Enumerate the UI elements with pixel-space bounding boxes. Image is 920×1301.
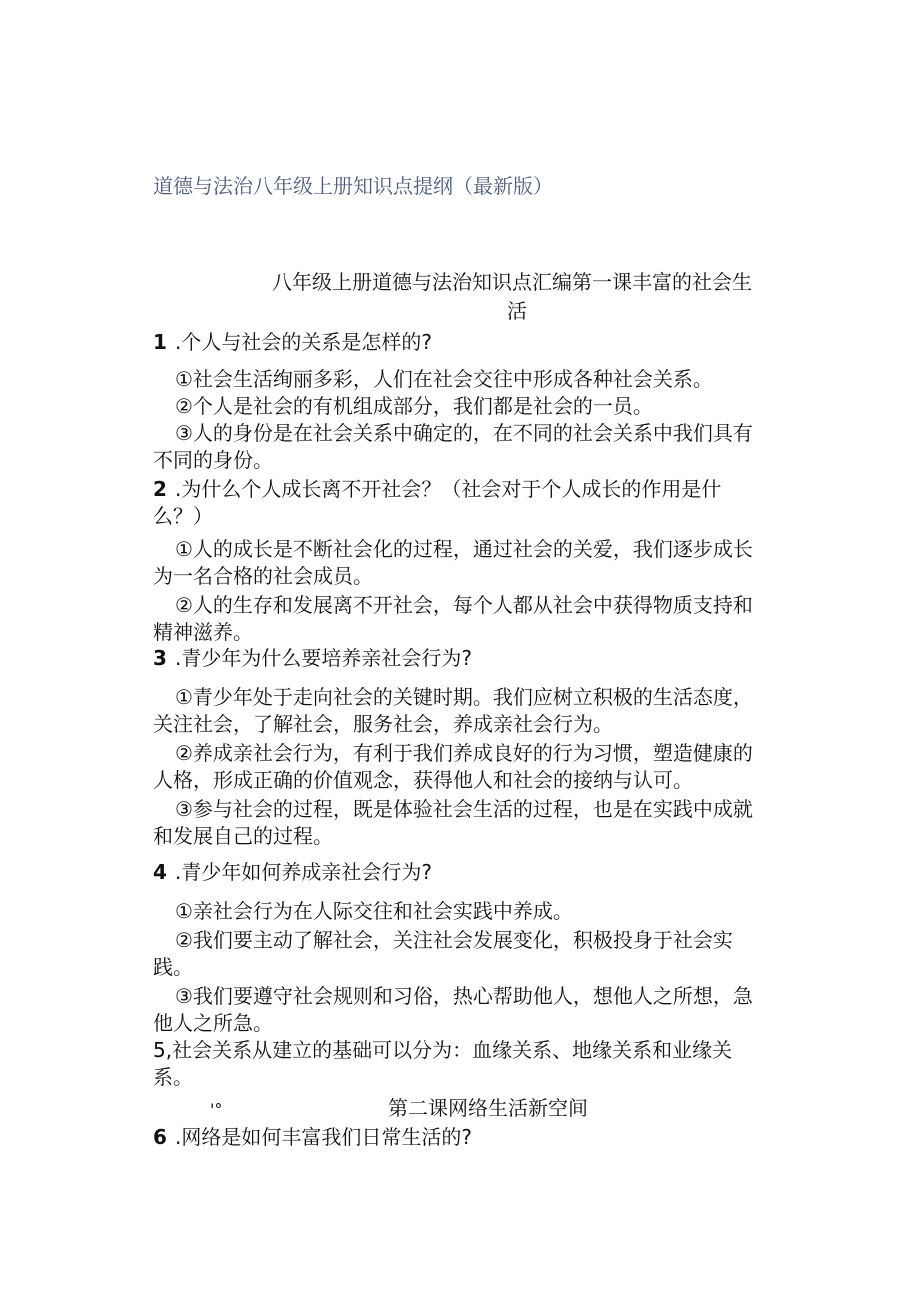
answer-1-1: ①社会生活绚丽多彩，人们在社会交往中形成各种社会关系。: [175, 367, 713, 391]
question-3: [153, 645, 765, 672]
item-6: [153, 1124, 765, 1151]
question-1: [153, 329, 765, 356]
question-text: .个人与社会的关系是怎样的?: [175, 330, 432, 354]
item-5: [153, 1037, 765, 1091]
answer-2-2: ②人的生存和发展离不开社会，每个人都从社会中获得物质支持和精神滋养。: [153, 593, 753, 644]
item-5-text: 社会关系从建立的基础可以分为：血缘关系、地缘关系和业缘关系。: [153, 1038, 733, 1089]
answer-3-2: ②养成亲社会行为，有利于我们养成良好的行为习惯，塑造健康的人格，形成正确的价值观念，获得他人和社会的接纳与认可。: [153, 741, 753, 792]
section-3: [153, 645, 765, 850]
question-number: 2: [153, 477, 167, 501]
lesson-2-heading: [210, 1092, 770, 1121]
question-6: [153, 1124, 765, 1151]
answer-3-1: ①青少年处于走向社会的关键时期。我们应树立积极的生活态度，关注社会，了解社会，服务社会，养成亲社会行为。: [153, 685, 753, 736]
lesson-heading: [272, 268, 762, 326]
section-2: [153, 476, 765, 646]
answer-3-3: ③参与社会的过程，既是体验社会生活的过程，也是在实践中成就和发展自己的过程。: [153, 797, 753, 848]
section-1: [153, 329, 765, 474]
question-2: [153, 476, 765, 530]
answer-2-1: ①人的成长是不断社会化的过程，通过社会的关爱，我们逐步成长为一名合格的社会成员。: [153, 537, 753, 588]
question-text: .青少年如何养成亲社会行为?: [175, 860, 432, 884]
question-text: .网络是如何丰富我们日常生活的?: [175, 1125, 472, 1149]
question-number: 4: [153, 860, 167, 884]
section-4: [153, 859, 765, 1037]
answer-4-2: ②我们要主动了解社会，关注社会发展变化，积极投身于社会实践。: [153, 928, 733, 979]
lesson-heading-line2: 活: [507, 299, 527, 323]
document-title: 道德与法治八年级上册知识点提纲（最新版）: [153, 174, 553, 198]
question-number: 3: [153, 646, 167, 670]
question-number: 1: [153, 330, 167, 354]
question-4: [153, 859, 765, 886]
question-text: .为什么个人成长离不开社会？（社会对于个人成长的作用是什么？）: [153, 477, 722, 528]
answer-1-3: ③人的身份是在社会关系中确定的，在不同的社会关系中我们具有不同的身份。: [153, 421, 753, 472]
question-number: 6: [153, 1125, 167, 1149]
lesson-heading-line1: 八年级上册道德与法治知识点汇编第一课丰富的社会生: [272, 270, 752, 294]
stray-mark: '°: [210, 1100, 223, 1119]
question-text: .青少年为什么要培养亲社会行为?: [175, 646, 472, 670]
item-5-number: 5,: [153, 1038, 173, 1062]
answer-4-1: ①亲社会行为在人际交往和社会实践中养成。: [175, 899, 573, 923]
lesson-2-title: 第二课网络生活新空间: [388, 1096, 588, 1120]
answer-4-3: ③我们要遵守社会规则和习俗，热心帮助他人，想他人之所想，急他人之所急。: [153, 984, 753, 1035]
answer-1-2: ②个人是社会的有机组成部分，我们都是社会的一员。: [175, 394, 653, 418]
